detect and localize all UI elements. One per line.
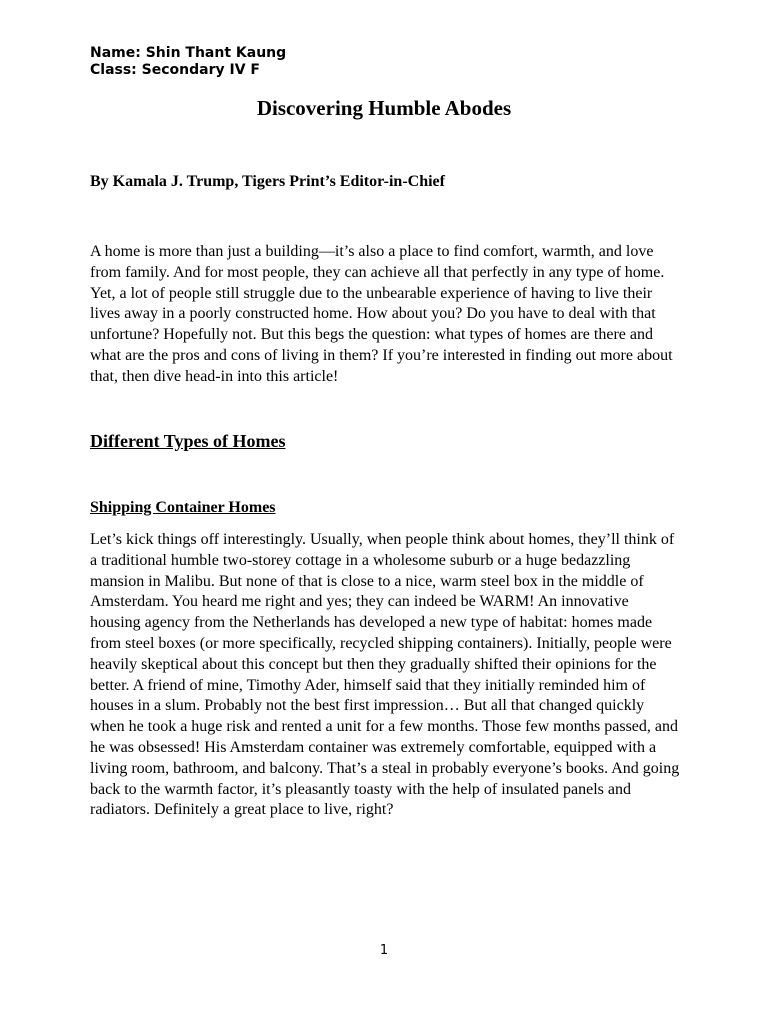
article-byline: By Kamala J. Trump, Tigers Print’s Editor-in-Chief: [90, 173, 445, 190]
student-class: Class: Secondary IV F: [90, 62, 260, 78]
page-number: 1: [379, 943, 389, 958]
article-title: Discovering Humble Abodes: [256, 96, 512, 120]
subsection-paragraph: Let’s kick things off interestingly. Usually, when people think about homes, they’ll think of a traditional humble two-storey cottage in a wholesome suburb or a huge bedazzling mansion in Malibu. But none of that is close to a nice, warm steel box in the middle of Amsterdam. You heard me right and yes; they can indeed be WARM! An innovative housing agency from the Netherlands has developed a new type of habitat: homes made from steel boxes (or more specifically, recycled shipping containers). Initially, people were heavily skeptical about this concept but then they gradually shifted their opinions for the better. A friend of mine, Timothy Ader, himself said that they initially reminded him of houses in a slum. Probably not the best first impression… But all that changed quickly when he took a huge risk and rented a unit for a few months. Those few months passed, and he was obsessed! His Amsterdam container was extremely comfortable, equipped with a living room, bathroom, and balcony. That’s a steal in probably everyone’s books. And going back to the warmth factor, it’s pleasantly toasty with the help of insulated panels and radiators. Definitely a great place to live, right?: [90, 531, 680, 819]
section-heading: Different Types of Homes: [90, 431, 286, 451]
intro-paragraph: A home is more than just a building—it’s also a place to find comfort, warmth, and love from family. And for most people, they can achieve all that perfectly in any type of home. Yet, a lot of people still struggle due to the unbearable experience of having to live their lives away in a poorly constructed home. How about you? Do you have to deal with that unfortune? Hopefully not. But this begs the question: what types of homes are there and what are the pros and cons of living in them? If you’re interested in finding out more about that, then dive head-in into this article!: [90, 243, 673, 385]
student-name: Name: Shin Thant Kaung: [90, 45, 287, 61]
subsection-heading: Shipping Container Homes: [90, 499, 276, 516]
